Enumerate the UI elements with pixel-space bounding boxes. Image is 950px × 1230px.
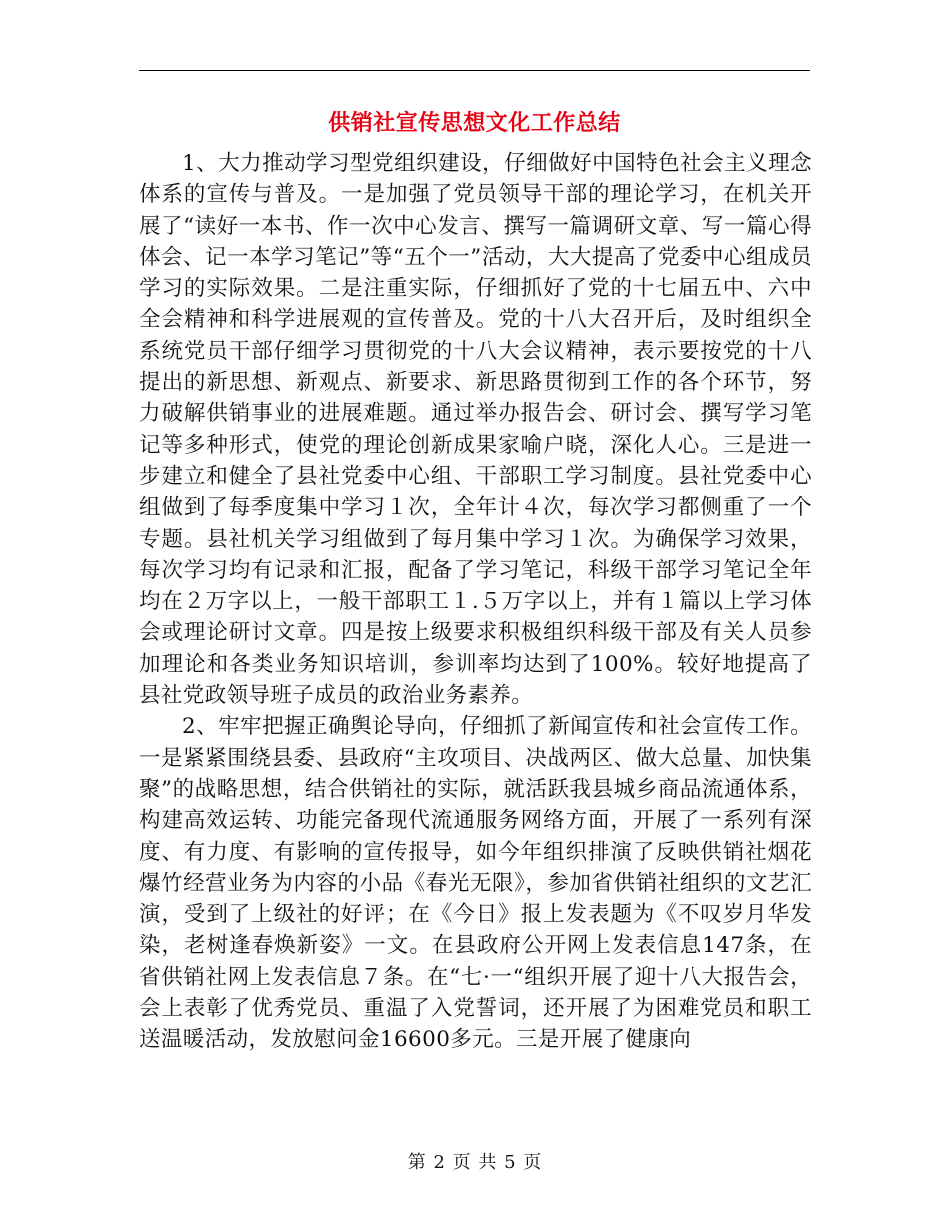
paragraph-1: 1、大力推动学习型党组织建设，仔细做好中国特色社会主义理念体系的宣传与普及。一是加强了党员领导干部的理论学习，在机关开展了“读好一本书、作一次中心发言、撰写一篇调研文章、写一篇心得体会、记一本学习笔记”等“五个一”活动，大大提高了党委中心组成员学习的实际效果。二是注重实际，仔细抓好了党的十七届五中、六中全会精神和科学进展观的宣传普及。党的十八大召开后，及时组织全系统党员干部仔细学习贯彻党的十八大会议精神，表示要按党的十八提出的新思想、新观点、新要求、新思路贯彻到工作的各个环节，努力破解供销事业的进展难题。通过举办报告会、研讨会、撰写学习笔记等多种形式，使党的理论创新成果家喻户晓，深化人心。三是进一步建立和健全了县社党委中心组、干部职工学习制度。县社党委中心组做到了每季度集中学习１次，全年计４次，每次学习都侧重了一个专题。县社机关学习组做到了每月集中学习１次。为确保学习效果，每次学习均有记录和汇报，配备了学习笔记，科级干部学习笔记全年均在２万字以上，一般干部职工１.５万字以上，并有１篇以上学习体会或理论研讨文章。四是按上级要求积极组织科级干部及有关人员参加理论和各类业务知识培训，参训率均达到了100%。较好地提高了县社党政领导班子成员的政治业务素养。 (139, 151, 812, 709)
document-body (139, 148, 812, 1056)
header-rule (139, 70, 810, 71)
document-title: 供销社宣传思想文化工作总结 (328, 111, 621, 136)
page-number-footer: 第 2 页 共 5 页 (407, 1152, 543, 1173)
paragraph-2: 2、牢牢把握正确舆论导向，仔细抓了新闻宣传和社会宣传工作。一是紧紧围绕县委、县政府“主攻项目、决战两区、做大总量、加快集聚”的战略思想，结合供销社的实际，就活跃我县城乡商品流通体系，构建高效运转、功能完备现代流通服务网络方面，开展了一系列有深度、有力度、有影响的宣传报导，如今年组织排演了反映供销社烟花爆竹经营业务为内容的小品《春光无限》，参加省供销社组织的文艺汇演，受到了上级社的好评；在《今日》报上发表题为《不叹岁月华发染，老树逢春焕新姿》一文。在县政府公开网上发表信息147条，在省供销社网上发表信息７条。在“七·一“组织开展了迎十八大报告会，会上表彰了优秀党员、重温了入党誓词，还开展了为困难党员和职工送温暖活动，发放慰问金16600多元。三是开展了健康向 (139, 714, 812, 1053)
